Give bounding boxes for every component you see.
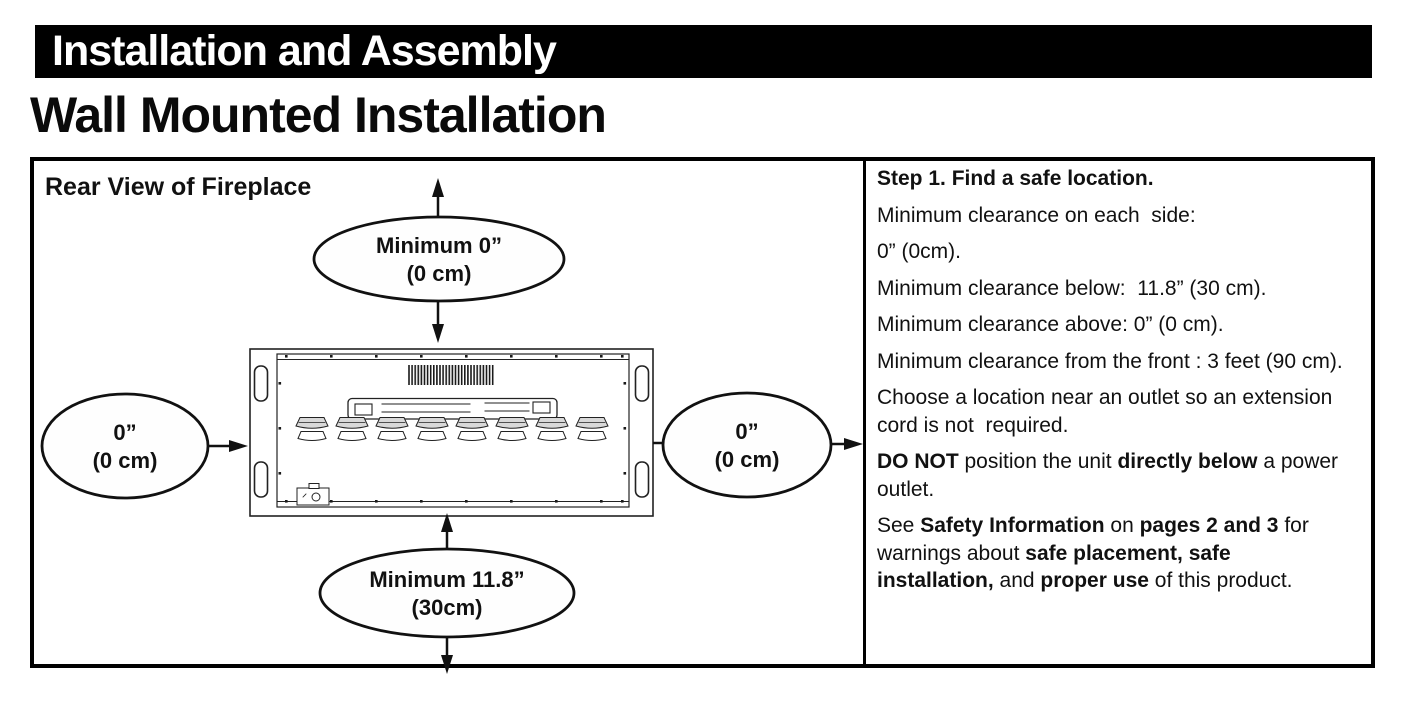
text-run: Minimum clearance above: 0” (0 cm). [877,313,1224,336]
section-title: Installation and Assembly [52,27,556,75]
clearance-callout-left [42,394,248,498]
clearance-callout-bottom [320,513,574,674]
mount-slot-bottom-right [636,462,649,497]
bold-text-run: DO NOT [877,450,959,473]
mount-slot-top-left [255,366,268,401]
page-title: Wall Mounted Installation [30,87,606,143]
text-run: position the unit [958,450,1118,473]
clearance-diagram [30,157,865,679]
arrow-down-icon [441,655,453,674]
diagram-title: Rear View of Fireplace [45,173,312,201]
text-run: of this product. [1148,569,1293,592]
arrow-right-icon [229,440,248,452]
instruction-paragraph [877,448,1345,503]
text-run: Minimum clearance below: 11.8” (30 cm). [877,276,1267,300]
arrow-right-icon [844,438,863,450]
arrow-up-icon [432,178,444,197]
clearance-callout-top [314,178,564,343]
bold-text-run: directly below [1117,450,1258,473]
clearance-label-left-line2: (0 cm) [92,448,158,473]
text-run: See [877,514,921,537]
instruction-paragraph [877,311,1345,339]
section-header-bar [35,25,1372,78]
bold-text-run: proper use [1040,569,1149,592]
instruction-paragraph [877,165,1345,193]
fireplace-rear-view-drawing [250,349,653,516]
bold-text-run: Safety Information [920,514,1105,537]
vent-grille [408,365,494,385]
mount-bracket [348,399,557,420]
text-run: Choose a location near an outlet so an extension cord is not required. [877,386,1339,437]
instruction-paragraph [877,238,1345,266]
instruction-paragraph [877,384,1345,439]
clearance-label-top-line1: Minimum 0” [376,233,502,258]
text-run: for warnings about [877,514,1315,565]
text-run: and [993,569,1041,592]
clearance-label-right-line1: 0” [735,419,759,444]
bold-text-run: Step 1. Find a safe location. [877,167,1154,190]
clearance-label-right-line2: (0 cm) [714,447,780,472]
bold-text-run: safe placement, [1025,541,1183,565]
bold-text-run: safe installation, [877,541,1237,592]
bold-text-run: pages 2 and 3 [1139,514,1279,537]
text-run: 0” (0cm). [877,240,961,263]
text-run: a power outlet. [877,450,1344,501]
mount-slot-top-right [636,366,649,401]
clearance-label-bottom-line2: (30cm) [411,595,483,620]
text-run: Minimum clearance on each side: [877,203,1196,227]
text-run: on [1104,514,1140,537]
instruction-paragraph [877,275,1345,303]
instruction-paragraph [877,348,1345,376]
clearance-label-bottom-line1: Minimum 11.8” [369,567,525,592]
instruction-paragraph [877,202,1345,230]
clearance-label-left-line1: 0” [113,420,137,445]
mount-slot-bottom-left [255,462,268,497]
clearance-callout-right [653,393,863,497]
arrow-down-icon [432,324,444,343]
instructions-panel [877,165,1345,604]
text-run: Minimum clearance from the front : 3 feet (90 cm). [877,349,1343,373]
instruction-paragraph [877,512,1345,595]
clearance-label-top-line2: (0 cm) [406,261,472,286]
